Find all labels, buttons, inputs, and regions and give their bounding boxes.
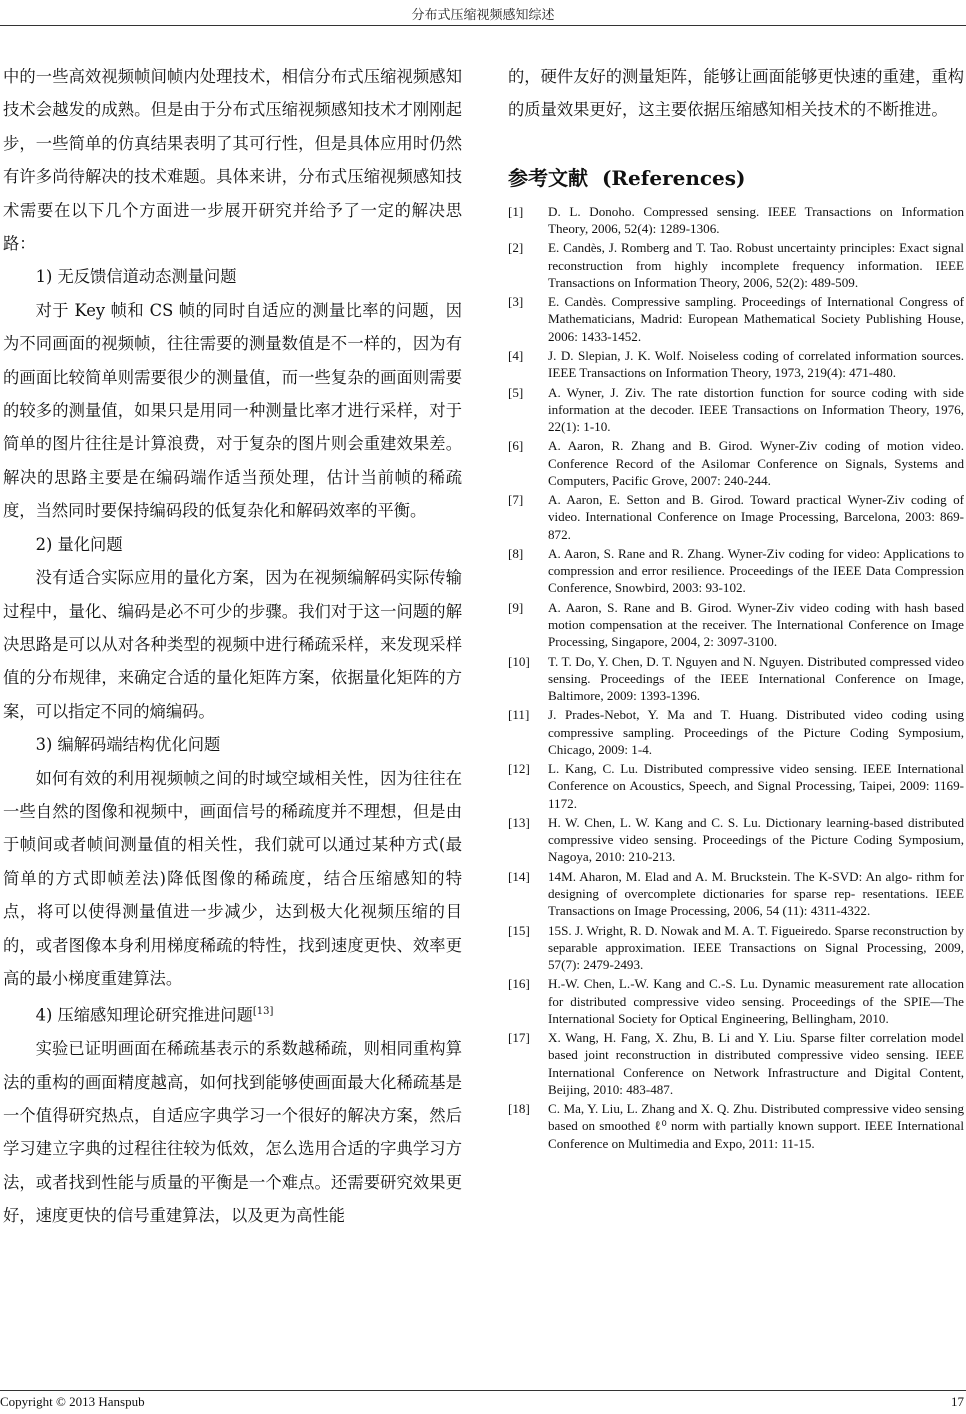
reference-list [508,203,964,1152]
reference-number: [9] [508,599,524,615]
reference-entry [508,384,964,436]
reference-text: X. Wang, H. Fang, X. Zhu, B. Li and Y. Liu. Sparse filter correlation model based joint reconstruction in distributed compressive video sensing. IEEE International Conference on Network Infrastructure and Digital Content, Beijing, 2010: 483-487. [548,1030,964,1097]
footer-copyright: Copyright © 2013 Hanspub [0,1394,145,1409]
section-item-2: 2) 量化问题 [35,534,123,554]
section-item-4-label: 4) 压缩感知理论研究推进问题 [35,1005,253,1025]
reference-entry [508,922,964,974]
reference-text: D. L. Donoho. Compressed sensing. IEEE Transactions on Information Theory, 2006, 52(4): 1289-1306. [548,203,964,237]
reference-text: C. Ma, Y. Liu, L. Zhang and X. Q. Zhu. Distributed compressive video sensing based on smoothed ℓ⁰ norm with partially known support. IEEE International Conference on Multimedia and Expo, 2011: 11-15. [548,1101,964,1151]
references-heading-zh: 参考文献 [508,165,588,190]
section-item-1: 1) 无反馈信道动态测量问题 [35,267,237,287]
reference-number: [8] [508,545,524,561]
reference-number: [5] [508,384,524,400]
reference-text: E. Candès. Compressive sampling. Proceedings of International Congress of Mathematicians, Madrid: European Mathematical Society Publishing House, 2006: 1433-1452. [548,294,964,344]
reference-number: [18] [508,1101,530,1117]
section-item-4 [3,995,462,1032]
reference-entry [508,975,964,1027]
reference-text: A. Aaron, R. Zhang and B. Girod. Wyner-Ziv coding of motion video. Conference Record of the Asilomar Conference on Signals, Systems and Computers, Pacific Grove, 2007: 240-244. [548,438,964,488]
reference-number: [4] [508,348,524,363]
reference-entry [508,203,964,237]
reference-number: [10] [508,653,530,669]
reference-number: [1] [508,203,524,219]
reference-entry [508,706,964,758]
citation: [13] [252,1006,274,1018]
reference-entry [508,1100,964,1152]
section-item-3: 3) 编解码端结构优化问题 [35,735,221,755]
reference-entry [508,293,964,345]
reference-number: [11] [508,707,530,723]
reference-entry [508,437,964,489]
reference-text: E. Candès, J. Romberg and T. Tao. Robust uncertainty principles: Exact signal reconstruction from highly incomplete frequency information. IEEE Transactions on Information Theory, 2006, 52(2): 489-509. [548,240,964,290]
reference-text: A. Aaron, S. Rane and B. Girod. Wyner-Ziv video coding with hash based motion compensation at the receiver. The International Conference on Image Processing, Singapore, 2004, 2: 3097-3100. [548,599,964,650]
reference-entry [508,868,964,920]
right-column [508,60,964,1154]
body-paragraph: 的，硬件友好的测量矩阵，能够让画面能够更快速的重建，重构的质量效果更好，这主要依据压缩感知相关技术的不断推进。 [508,67,964,120]
reference-text: H.-W. Chen, L.-W. Kang and C.-S. Lu. Dynamic measurement rate allocation for distributed compressive video sensing. Proceedings of the SPIE—The International Society for Optical Engineering, Bellingham, 2010. [548,976,964,1026]
reference-number: [17] [508,1030,530,1046]
reference-number: [16] [508,976,530,992]
references-heading [508,163,964,193]
body-paragraph: 对于 Key 帧和 CS 帧的同时自适应的测量比率的问题，因为不同画面的视频帧，往往需要的测量数值是不一样的，因为有的画面比较简单则需要很少的测量值，而一些复杂的画面则需要的较多的测量值，如果只是用同一种测量比率才进行采样，对于简单的图片往往是计算浪费，对于复杂的图片则会重建效果差。解决的思路主要是在编码端作适当预处理，估计当前帧的稀疏度，当然同时要保持编码段的低复杂化和解码效率的平衡。 [3,300,462,521]
reference-entry [508,1029,964,1098]
reference-entry [508,347,964,381]
reference-text: A. Aaron, S. Rane and R. Zhang. Wyner-Ziv coding for video: Applications to compression and error resilience. Proceedings of the IEEE Data Compression Conference, Snowbird, 2003: 93-102. [548,545,964,596]
reference-text: A. Wyner, J. Ziv. The rate distortion function for source coding with side information at the decoder. IEEE Transactions on Information Theory, 1976, 22(1): 1-10. [548,384,964,434]
reference-text: A. Aaron, E. Setton and B. Girod. Toward practical Wyner-Ziv coding of video. International Conference on Image Processing, Barcelona, 2003: 869-872. [548,492,964,542]
reference-number: [3] [508,294,524,310]
reference-entry [508,814,964,866]
body-paragraph: 实验已证明画面在稀疏基表示的系数越稀疏，则相同重构算法的重构的画面精度越高，如何找到能够使画面最大化稀疏基是一个值得研究热点，自适应字典学习一个很好的解决方案，然后学习建立字典的过程往往较为低效，怎么选用合适的字典学习方法，或者找到性能与质量的平衡是一个难点。还需要研究效果更好，速度更快的信号重建算法，以及更为高性能 [3,1039,462,1226]
reference-text: H. W. Chen, L. W. Kang and C. S. Lu. Dictionary learning-based distributed compressive video sensing. Proceedings of the Picture Coding Symposium, Nagoya, 2010: 210-213. [548,814,964,865]
footer-rule [0,1390,966,1391]
reference-entry [508,491,964,543]
reference-entry [508,760,964,812]
reference-entry [508,239,964,291]
reference-text: L. Kang, C. Lu. Distributed compressive video sensing. IEEE International Conference on Acoustics, Speech, and Signal Processing, Taipei, 2009: 1169-1172. [548,761,964,811]
running-header: 分布式压缩视频感知综述 [411,8,555,23]
body-paragraph: 如何有效的利用视频帧之间的时域空域相关性，因为往往在一些自然的图像和视频中，画面信号的稀疏度并不理想，但是由于帧间或者帧间测量值的相关性，我们就可以通过某种方式(最简单的方式即帧差法)降低图像的稀疏度，结合压缩感知的特点，将可以使得测量值进一步减少，达到极大化视频压缩的目的，或者图像本身利用梯度稀疏的特性，找到速度更快、效率更高的最小梯度重建算法。 [3,768,462,988]
reference-number: [7] [508,492,524,508]
header-rule [0,25,966,26]
reference-text: J. D. Slepian, J. K. Wolf. Noiseless coding of correlated information sources. IEEE Transactions on Information Theory, 1973, 219(4): 471-480. [548,348,964,381]
reference-text: T. T. Do, Y. Chen, D. T. Nguyen and N. Nguyen. Distributed compressed video sensing. Proceedings of the IEEE International Conference on Image, Baltimore, 2009: 1393-1396. [548,653,964,703]
reference-number: [12] [508,761,530,777]
left-column [3,60,462,1233]
reference-text: J. Prades-Nebot, Y. Ma and T. Huang. Distributed video coding using compressive sampling. Proceedings of the Picture Coding Symposium, Chicago, 2009: 1-4. [548,707,964,757]
reference-entry [508,653,964,705]
reference-entry [508,545,964,597]
page-number: 17 [951,1394,964,1409]
reference-text: 15S. J. Wright, R. D. Nowak and M. A. T. Figueiredo. Sparse reconstruction by separable approximation. IEEE Transactions on Signal Processing, 2009, 57(7): 2479-2493. [548,922,964,972]
reference-number: [14] [508,868,530,884]
reference-number: [6] [508,438,524,454]
body-paragraph: 没有适合实际应用的量化方案，因为在视频编解码实际传输过程中，量化、编码是必不可少的步骤。我们对于这一问题的解决思路是可以从对各种类型的视频中进行稀疏采样，来发现采样值的分布规律，来确定合适的量化矩阵方案，依据量化矩阵的方案，可以指定不同的熵编码。 [3,568,462,721]
reference-text: 14M. Aharon, M. Elad and A. M. Bruckstein. The K-SVD: An algo- rithm for designing of overcomplete dictionaries for sparse rep- resentations. IEEE Transactions on Image Processing, 2006, 54 (11): 4311-4322. [548,868,964,919]
reference-entry [508,599,964,651]
reference-number: [15] [508,922,530,938]
body-paragraph: 中的一些高效视频帧间帧内处理技术，相信分布式压缩视频感知技术会越发的成熟。但是由于分布式压缩视频感知技术才刚刚起步，一些简单的仿真结果表明了其可行性，但是具体应用时仍然有许多尚待解决的技术难题。具体来讲，分布式压缩视频感知技术需要在以下几个方面进一步展开研究并给予了一定的解决思路： [3,67,462,254]
reference-number: [13] [508,814,530,830]
reference-number: [2] [508,240,524,256]
references-heading-en: (References) [601,165,746,190]
